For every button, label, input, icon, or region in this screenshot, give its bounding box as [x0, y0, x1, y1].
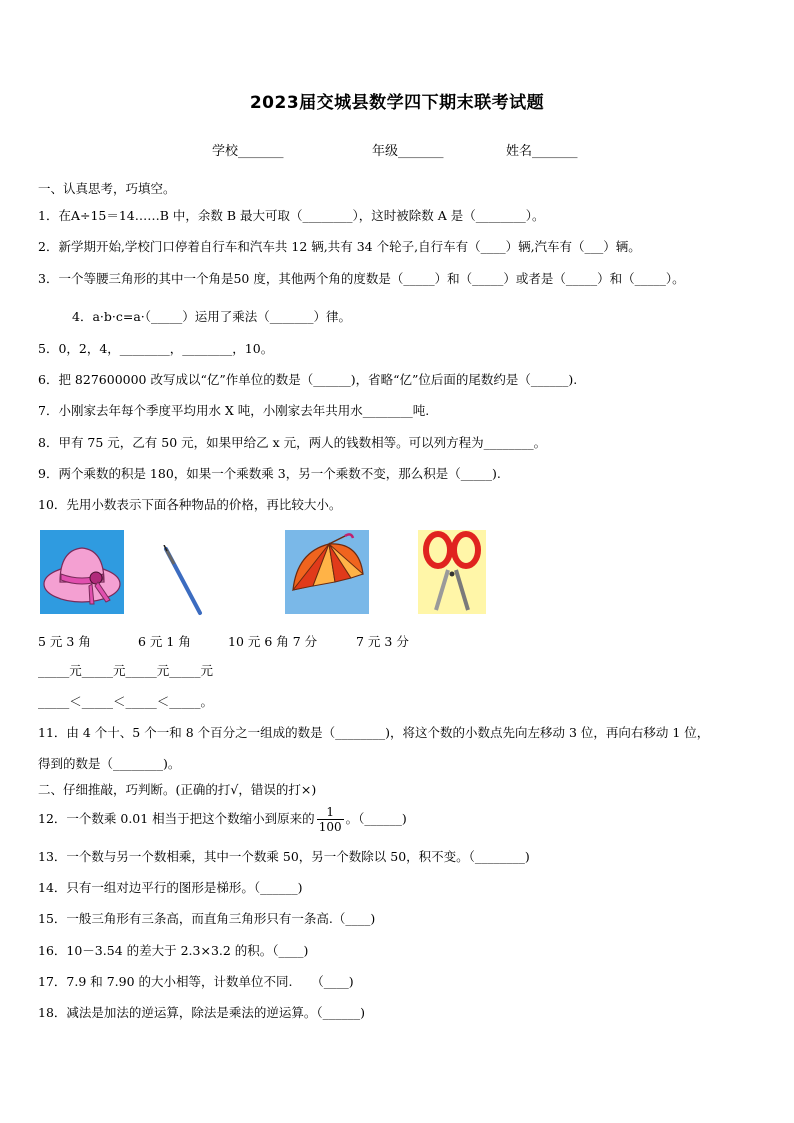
question-6: 6．把 827600000 改写成以“亿”作单位的数是（______)，省略“亿”位后面的尾数约是（______).	[38, 372, 578, 387]
blank-compare-row: _____＜_____＜_____＜_____。	[38, 694, 214, 709]
question-8: 8．甲有 75 元，乙有 50 元，如果甲给乙 x 元，两人的钱数相等。可以列方程为________。	[38, 435, 547, 450]
question-1: 1．在A÷15＝14……B 中，余数 B 最大可取（________），这时被除数 A 是（________）。	[38, 208, 545, 223]
price-hat: 5 元 3 角	[38, 634, 91, 649]
section-2-heading: 二、仔细推敲，巧判断。(正确的打√，错误的打×)	[38, 782, 317, 797]
fraction	[317, 805, 344, 834]
page-title: 2023届交城县数学四下期末联考试题	[249, 93, 545, 113]
question-17: 17．7.9 和 7.90 的大小相等，计数单位不同. （____)	[38, 974, 354, 989]
blank-yuan-row: _____元_____元_____元_____元	[38, 663, 214, 678]
question-9: 9．两个乘数的积是 180，如果一个乘数乘 3，另一个乘数不变，那么积是（_____).	[38, 466, 501, 481]
question-18: 18．减法是加法的逆运算，除法是乘法的逆运算。（______)	[38, 1005, 366, 1020]
umbrella-icon	[285, 530, 369, 618]
question-12-text: 12．一个数乘 0.01 相当于把这个数缩小到原来的	[38, 811, 315, 826]
price-pen: 6 元 1 角	[138, 634, 191, 649]
question-12-answer: 。（______)	[345, 811, 407, 826]
question-12	[38, 803, 407, 835]
grade-field: 年级_______	[372, 144, 444, 159]
question-5: 5．0，2，4，________，________，10。	[38, 341, 274, 356]
question-11: 11．由 4 个十、5 个一和 8 个百分之一组成的数是（________)，将这个数的小数点先向左移动 3 位，再向右移动 1 位，	[38, 725, 710, 740]
price-umbrella: 10 元 6 角 7 分	[228, 634, 318, 649]
fraction-numerator: 1	[317, 805, 344, 820]
section-1-heading: 一、认真思考，巧填空。	[38, 181, 176, 196]
question-13: 13．一个数与另一个数相乘，其中一个数乘 50，另一个数除以 50，积不变。（________)	[38, 849, 530, 864]
hat-icon	[40, 530, 124, 618]
school-field: 学校_______	[212, 144, 284, 159]
pen-icon	[160, 545, 208, 621]
question-3: 3．一个等腰三角形的其中一个角是50 度，其他两个角的度数是（_____）和（_____）或者是（_____）和（_____）。	[38, 271, 685, 286]
question-16: 16．10－3.54 的差大于 2.3×3.2 的积。（____)	[38, 943, 309, 958]
question-10: 10．先用小数表示下面各种物品的价格，再比较大小。	[38, 497, 342, 512]
price-scissors: 7 元 3 分	[356, 634, 409, 649]
question-4: 4．a·b·c=a·（_____）运用了乘法（_______）律。	[72, 309, 352, 324]
name-field: 姓名_______	[506, 144, 578, 159]
question-7: 7．小刚家去年每个季度平均用水 X 吨，小刚家去年共用水________吨.	[38, 403, 430, 418]
question-15: 15．一般三角形有三条高，而直角三角形只有一条高.（____)	[38, 911, 376, 926]
fraction-denominator: 100	[318, 820, 342, 834]
question-2: 2．新学期开始,学校门口停着自行车和汽车共 12 辆,共有 34 个轮子,自行车有（____）辆,汽车有（___）辆。	[38, 239, 641, 254]
scissors-icon	[418, 530, 486, 618]
question-11-cont: 得到的数是（________)。	[38, 756, 181, 771]
question-14: 14．只有一组对边平行的图形是梯形。（______)	[38, 880, 303, 895]
